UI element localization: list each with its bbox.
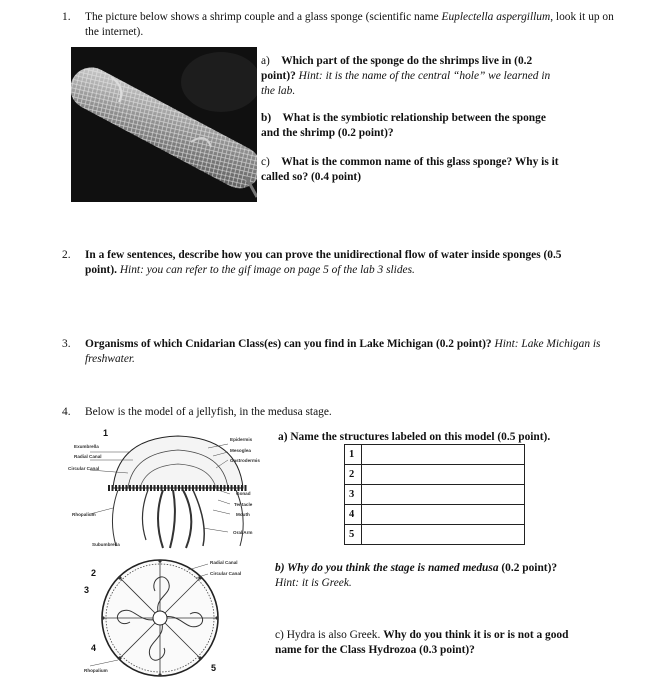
answer-row [345,465,525,485]
jellyfish-side-diagram [68,428,273,553]
label-mouth: Mouth [236,512,250,517]
label-circular-canal: Circular Canal [68,466,100,471]
answer-blank-cell[interactable] [362,485,525,505]
question-1 [62,10,622,40]
question-number: 2. [62,249,71,261]
question-1a: a) Which part of the sponge do the shrimps live in (0.2 point)? Hint: it is the name of the central “hole” we learned in the lab. [261,55,551,97]
label-number-2: 2 [91,568,97,578]
answer-row [345,485,525,505]
label-number-4: 4 [91,643,97,653]
answer-row [345,505,525,525]
label-epidermis: Epidermis [230,437,253,442]
label-radial-canal: Radial Canal [74,454,102,459]
label-oral-arm: Oral Arm [233,530,253,535]
label-number-3: 3 [84,585,90,595]
glass-sponge-photo [71,47,257,202]
question-3: 3. Organisms of which Cnidarian Class(es) can you find in Lake Michigan (0.2 point)? Hint: Lake Michigan is freshwater. [62,338,601,365]
answer-blank-cell[interactable] [362,465,525,485]
question-4: 4. Below is the model of a jellyfish, in the medusa stage. [62,406,332,418]
question-1c: c) What is the common name of this glass sponge? Why is it called so? (0.4 point) [261,156,559,183]
question-4b: b) Why do you think the stage is named medusa (0.2 point)? Hint: it is Greek. [275,562,558,589]
answer-row-number: 5 [345,525,362,545]
answer-row-number: 2 [345,465,362,485]
label-radial-canal-top: Radial Canal [210,560,238,565]
label-tentacle: Tentacle [234,502,253,507]
answer-table [344,444,525,545]
question-number: 3. [62,338,71,350]
jellyfish-top-diagram [80,556,250,678]
question-4a: a) Name the structures labeled on this model (0.5 point). [278,431,551,443]
answer-row [345,445,525,465]
answer-row-number: 1 [345,445,362,465]
question-number: 1. [62,11,71,23]
label-rhopalium: Rhopalium [72,512,96,517]
answer-row-number: 3 [345,485,362,505]
question-1b: b) What is the symbiotic relationship between the sponge and the shrimp (0.2 point)? [261,112,546,139]
answer-blank-cell[interactable] [362,505,525,525]
label-mesoglea: Mesoglea [230,448,251,453]
answer-blank-cell[interactable] [362,445,525,465]
label-gonad: Gonad [236,491,251,496]
answer-blank-cell[interactable] [362,525,525,545]
label-number-5: 5 [211,663,217,673]
question-number: 4. [62,406,71,418]
question-4c: c) Hydra is also Greek. Why do you think it is or is not a good name for the Class Hydrozoa (0.3 point)? [275,629,569,656]
label-subumbrella: Subumbrella [92,542,120,547]
question-1-intro: The picture below shows a shrimp couple and a glass sponge (scientific name Euplectella aspergillum, look it up on the internet). [85,11,614,38]
answer-row-number: 4 [345,505,362,525]
question-2: 2. In a few sentences, describe how you can prove the unidirectional flow of water inside sponges (0.5 point). Hint: you can refer to the gif image on page 5 of the lab 3 slides. [62,249,562,276]
label-number-1: 1 [103,428,109,438]
label-exumbrella: Exumbrella [74,444,99,449]
label-circular-canal-top: Circular Canal [210,571,242,576]
answer-row [345,525,525,545]
label-gastrodermis: Gastrodermis [230,458,260,463]
label-rhopalium-top: Rhopalium [84,668,108,673]
